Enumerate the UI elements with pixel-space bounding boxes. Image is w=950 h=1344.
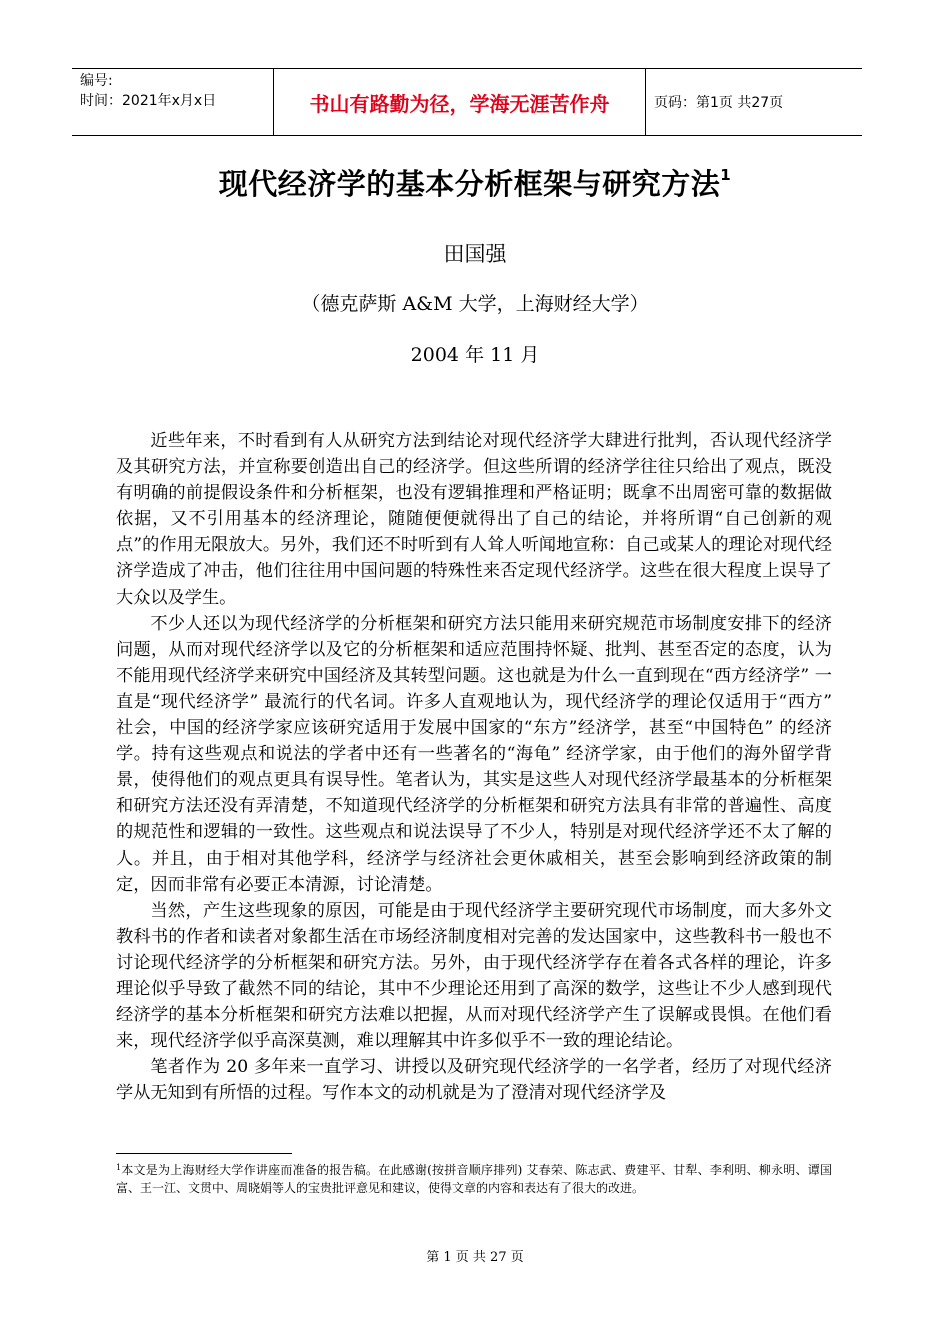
article-body	[116, 428, 832, 1106]
footnote-text: 本文是为上海财经大学作讲座而准备的报告稿。在此感谢(按拼音顺序排列) 艾春荣、陈志武、费建平、甘犁、李利明、柳永明、谭国富、王一江、文贯中、周晓娟等人的宝贵批评意见和建议，使得文章的内容和表达有了很大的改进。	[116, 1163, 832, 1195]
article-title-text: 现代经济学的基本分析框架与研究方法	[218, 167, 721, 201]
body-paragraph: 近些年来，不时看到有人从研究方法到结论对现代经济学大肆进行批判，否认现代经济学及其研究方法，并宣称要创造出自己的经济学。但这些所谓的经济学往往只给出了观点，既没有明确的前提假设条件和分析框架，也没有逻辑推理和严格证明；既拿不出周密可靠的数据做依据，又不引用基本的经济理论，随随便便就得出了自己的结论，并将所谓“自己创新的观点”的作用无限放大。另外，我们还不时听到有人耸人听闻地宣称：自己或某人的理论对现代经济学造成了冲击，他们往往用中国问题的特殊性来否定现代经济学。这些在很大程度上误导了大众以及学生。	[116, 431, 832, 608]
document-number-label: 编号:	[80, 73, 113, 89]
article-author: 田国强	[443, 242, 507, 266]
header-info-cell	[72, 69, 273, 135]
footnote-mark: 1	[116, 1163, 122, 1172]
article-affiliation: （德克萨斯 A&M 大学，上海财经大学）	[301, 293, 649, 315]
header-page-label: 页码：第1页 共27页	[654, 95, 784, 111]
body-paragraph: 笔者作为 20 多年来一直学习、讲授以及研究现代经济学的一名学者，经历了对现代经济学从无知到有所悟的过程。写作本文的动机就是为了澄清对现代经济学及	[116, 1057, 832, 1104]
article-title	[0, 162, 950, 203]
footnote	[116, 1159, 832, 1197]
document-header	[72, 68, 862, 136]
footnote-separator	[116, 1153, 292, 1154]
body-paragraph: 不少人还以为现代经济学的分析框架和研究方法只能用来研究规范市场制度安排下的经济问题，从而对现代经济学以及它的分析框架和适应范围持怀疑、批判、甚至否定的态度，认为不能用现代经济学来研究中国经济及其转型问题。这也就是为什么一直到现在“西方经济学” 一直是“现代经济学” 最流行的代名词。许多人直观地认为，现代经济学的理论仅适用于“西方” 社会，中国的经济学家应该研究适用于发展中国家的“东方”经济学，甚至“中国特色” 的经济学。持有这些观点和说法的学者中还有一些著名的“海龟” 经济学家，由于他们的海外留学背景，使得他们的观点更具有误导性。笔者认为，其实是这些人对现代经济学最基本的分析框架和研究方法还没有弄清楚，不知道现代经济学的分析框架和研究方法具有非常的普遍性、高度的规范性和逻辑的一致性。这些观点和说法误导了不少人，特别是对现代经济学还不太了解的人。并且，由于相对其他学科，经济学与经济社会更休戚相关，甚至会影响到经济政策的制定，因而非常有必要正本清源，讨论清楚。	[116, 613, 832, 895]
header-motto: 书山有路勤为径，学海无涯苦作舟	[273, 69, 646, 135]
article-date: 2004 年 11 月	[410, 344, 540, 366]
body-paragraph: 当然，产生这些现象的原因，可能是由于现代经济学主要研究现代市场制度，而大多外文教科书的作者和读者对象都生活在市场经济制度相对完善的发达国家中，这些教科书一般也不讨论现代经济学的分析框架和研究方法。另外，由于现代经济学存在着各式各样的理论，许多理论似乎导致了截然不同的结论，其中不少理论还用到了高深的数学，这些让不少人感到现代经济学的基本分析框架和研究方法难以把握，从而对现代经济学产生了误解或畏惧。在他们看来，现代经济学似乎高深莫测，难以理解其中许多似乎不一致的理论结论。	[116, 900, 832, 1052]
title-footnote-mark: 1	[720, 166, 732, 184]
document-time-label: 时间：2021年x月x日	[80, 93, 217, 109]
page-number-footer: 第 1 页 共 27 页	[426, 1250, 524, 1265]
